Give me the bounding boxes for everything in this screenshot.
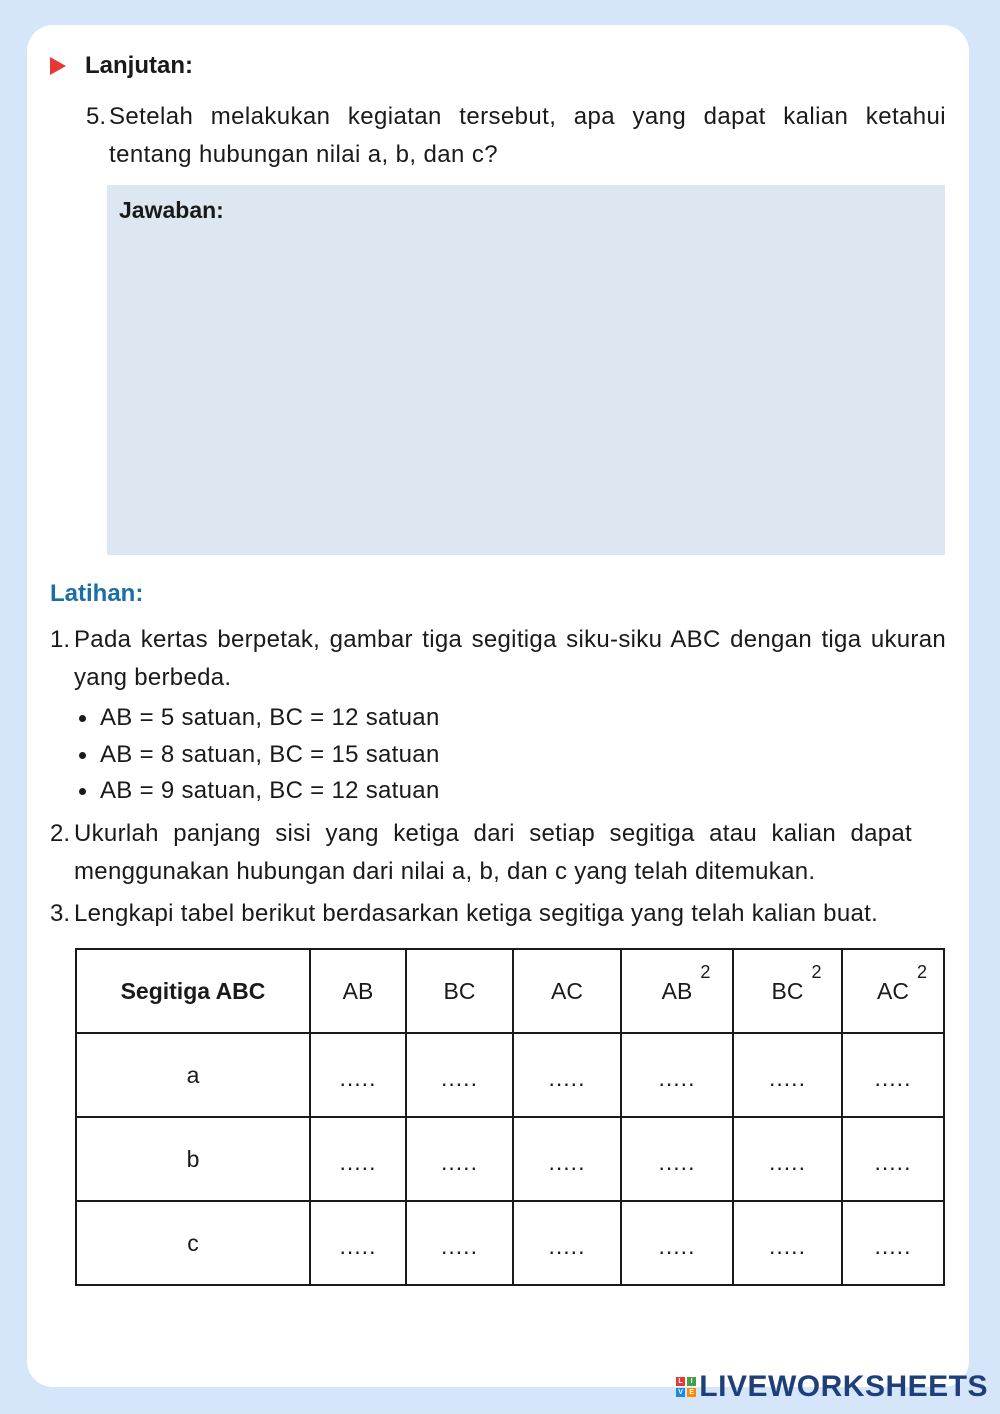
liveworksheets-logo [676, 1370, 988, 1404]
question-text: Setelah melakukan kegiatan tersebut, apa yang dapat kalian ketahui tentang hubungan nilai a, b, dan c? [109, 103, 946, 168]
answer-cell[interactable]: ..... [406, 1201, 513, 1285]
exercise-item-text: Ukurlah panjang sisi yang ketiga dari setiap segitiga atau kalian dapat menggunakan hubungan dari nilai a, b, dan c yang telah ditemukan. [74, 820, 912, 885]
list-item: AB = 9 satuan, BC = 12 satuan [76, 773, 440, 810]
column-header: AC [513, 949, 621, 1033]
answer-cell[interactable]: ..... [513, 1033, 621, 1117]
list-item: AB = 8 satuan, BC = 15 satuan [76, 737, 440, 774]
exercise-item-number: 3. [50, 900, 71, 927]
answer-cell[interactable]: ..... [842, 1117, 944, 1201]
answer-cell[interactable]: ..... [621, 1033, 733, 1117]
row-label: b [76, 1117, 310, 1201]
row-label: c [76, 1201, 310, 1285]
logo-letter: E [689, 1389, 695, 1396]
continuation-header [50, 52, 193, 80]
triangle-bullet-icon [50, 57, 66, 75]
answer-cell[interactable]: ..... [842, 1201, 944, 1285]
answer-cell[interactable]: ..... [310, 1117, 406, 1201]
answer-label: Jawaban: [119, 197, 224, 223]
answer-cell[interactable]: ..... [733, 1033, 842, 1117]
answer-cell[interactable]: ..... [406, 1117, 513, 1201]
exercise-item [50, 621, 946, 697]
row-label: a [76, 1033, 310, 1117]
column-header: AB 2 [621, 949, 733, 1033]
column-header: BC 2 [733, 949, 842, 1033]
triangle-table [75, 948, 945, 1286]
exercise-item [50, 815, 912, 891]
exercise-item-text: Pada kertas berpetak, gambar tiga segitiga siku-siku ABC dengan tiga ukuran yang berbeda. [74, 626, 946, 691]
logo-letter: I [687, 1377, 696, 1386]
logo-letter: L [676, 1377, 685, 1386]
logo-letter: V [678, 1389, 684, 1396]
column-header: BC [406, 949, 513, 1033]
column-header: AB [310, 949, 406, 1033]
table-row [76, 1201, 944, 1285]
exercise-item-number: 2. [50, 820, 71, 847]
answer-cell[interactable]: ..... [842, 1033, 944, 1117]
table-row [76, 1033, 944, 1117]
column-header: AC 2 [842, 949, 944, 1033]
continuation-title: Lanjutan: [85, 52, 193, 79]
brand-name: LIVEWORKSHEETS [699, 1370, 988, 1403]
triangle-size-list [76, 700, 440, 810]
answer-cell[interactable]: ..... [733, 1201, 842, 1285]
exercise-item [50, 895, 946, 933]
answer-box[interactable] [107, 185, 945, 555]
column-header: Segitiga ABC [76, 949, 310, 1033]
question-number: 5. [86, 103, 107, 130]
answer-cell[interactable]: ..... [733, 1117, 842, 1201]
exercise-item-number: 1. [50, 626, 71, 653]
table-header-row [76, 949, 944, 1033]
list-item: AB = 5 satuan, BC = 12 satuan [76, 700, 440, 737]
question-5 [86, 98, 946, 174]
answer-cell[interactable]: ..... [621, 1117, 733, 1201]
answer-cell[interactable]: ..... [513, 1201, 621, 1285]
answer-cell[interactable]: ..... [406, 1033, 513, 1117]
answer-cell[interactable]: ..... [310, 1033, 406, 1117]
answer-cell[interactable]: ..... [621, 1201, 733, 1285]
exercise-item-text: Lengkapi tabel berikut berdasarkan ketiga segitiga yang telah kalian buat. [74, 900, 879, 927]
liveworksheets-icon [676, 1377, 696, 1397]
exercise-title: Latihan: [50, 580, 144, 607]
answer-cell[interactable]: ..... [513, 1117, 621, 1201]
table-row [76, 1117, 944, 1201]
answer-cell[interactable]: ..... [310, 1201, 406, 1285]
